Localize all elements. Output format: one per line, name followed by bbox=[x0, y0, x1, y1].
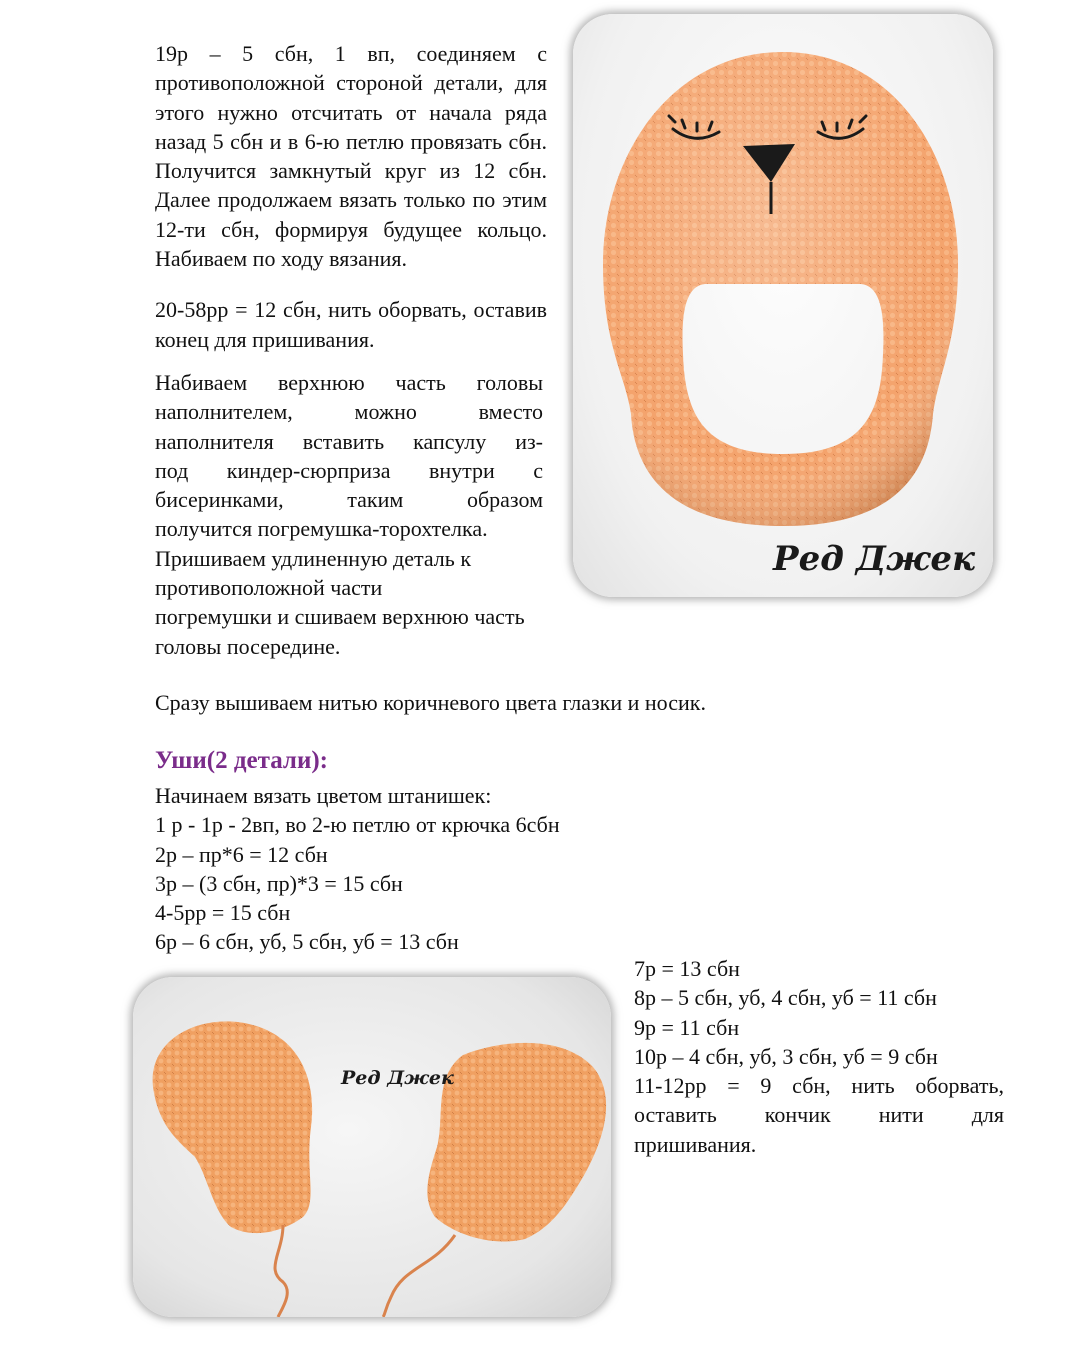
text-block-stuffing bbox=[155, 368, 543, 661]
ears-heading: Уши(2 детали): bbox=[155, 747, 329, 774]
stuffing-line: погремушки и сшиваем верхнюю часть bbox=[155, 604, 525, 630]
signature-logo: Ред Джек bbox=[341, 1067, 454, 1089]
ears-row: пришивания. bbox=[634, 1131, 757, 1157]
stuffing-line: головы посередине. bbox=[155, 633, 341, 659]
ears-row: 10р – 4 сбн, уб, 3 сбн, уб = 9 сбн bbox=[634, 1043, 938, 1069]
stuffing-line: Набиваем верхнюю часть головы bbox=[155, 370, 543, 395]
ears-row: Начинаем вязать цветом штанишек: bbox=[155, 783, 492, 808]
ears-row: 8р – 5 сбн, уб, 4 сбн, уб = 11 сбн bbox=[634, 985, 937, 1011]
embroidery-note: Сразу вышиваем нитью коричневого цвета глазки и носик. bbox=[155, 690, 706, 715]
ears-instructions bbox=[155, 781, 625, 957]
paragraph-row19: 19р – 5 сбн, 1 вп, соединяем с противоположной стороной детали, для этого нужно отсчитать от начала ряда назад 5 сбн и в 6-ю петлю провязать сбн. Получится замкнутый круг из 12 сбн. Далее продолжаем вязать только по этим 12-ти сбн, формируя будущее кольцо. Набиваем по ходу вязания. bbox=[155, 41, 547, 272]
ears-row: 2р – пр*6 = 12 сбн bbox=[155, 841, 328, 867]
ears-row: 3р – (3 сбн, пр)*3 = 15 сбн bbox=[155, 870, 403, 896]
ears-photo bbox=[133, 977, 611, 1317]
stuffing-line: получится погремушка-торохтелка. bbox=[155, 516, 488, 542]
stuffing-line: противоположной части bbox=[155, 575, 383, 601]
ears-row: 1 р - 1р - 2вп, во 2-ю петлю от крючка 6сбн bbox=[155, 812, 560, 838]
stuffing-line: под киндер-сюрприза внутри с bbox=[155, 457, 543, 483]
ears-row: оставить кончик нити для bbox=[634, 1102, 1004, 1128]
rattle-illustration bbox=[573, 14, 993, 597]
text-block-row19 bbox=[155, 17, 547, 376]
ears-instructions-continued bbox=[634, 954, 1004, 1159]
paragraph-rows20-58: 20-58рр = 12 сбн, нить оборвать, оставив конец для пришивания. bbox=[155, 297, 547, 352]
yarn-tail-left bbox=[275, 1225, 287, 1317]
stuffing-line: Пришиваем удлиненную деталь к bbox=[155, 545, 472, 571]
right-ear bbox=[427, 1043, 606, 1242]
left-ear bbox=[153, 1021, 313, 1233]
ears-row: 7р = 13 сбн bbox=[634, 956, 740, 981]
yarn-tail-right bbox=[383, 1235, 455, 1317]
ears-row: 11-12рр = 9 сбн, нить оборвать, bbox=[634, 1073, 1004, 1099]
stuffing-line: наполнителем, можно вместо bbox=[155, 399, 543, 425]
ears-illustration bbox=[133, 977, 611, 1317]
ears-row: 6р – 6 сбн, уб, 5 сбн, уб = 13 сбн bbox=[155, 929, 459, 955]
stuffing-line: бисеринками, таким образом bbox=[155, 487, 543, 513]
stuffing-line: наполнителя вставить капсулу из- bbox=[155, 428, 543, 454]
rattle-photo bbox=[573, 14, 993, 597]
signature-logo: Ред Джек bbox=[773, 539, 975, 579]
ears-row: 9р = 11 сбн bbox=[634, 1014, 740, 1040]
ears-row: 4-5рр = 15 сбн bbox=[155, 900, 291, 926]
